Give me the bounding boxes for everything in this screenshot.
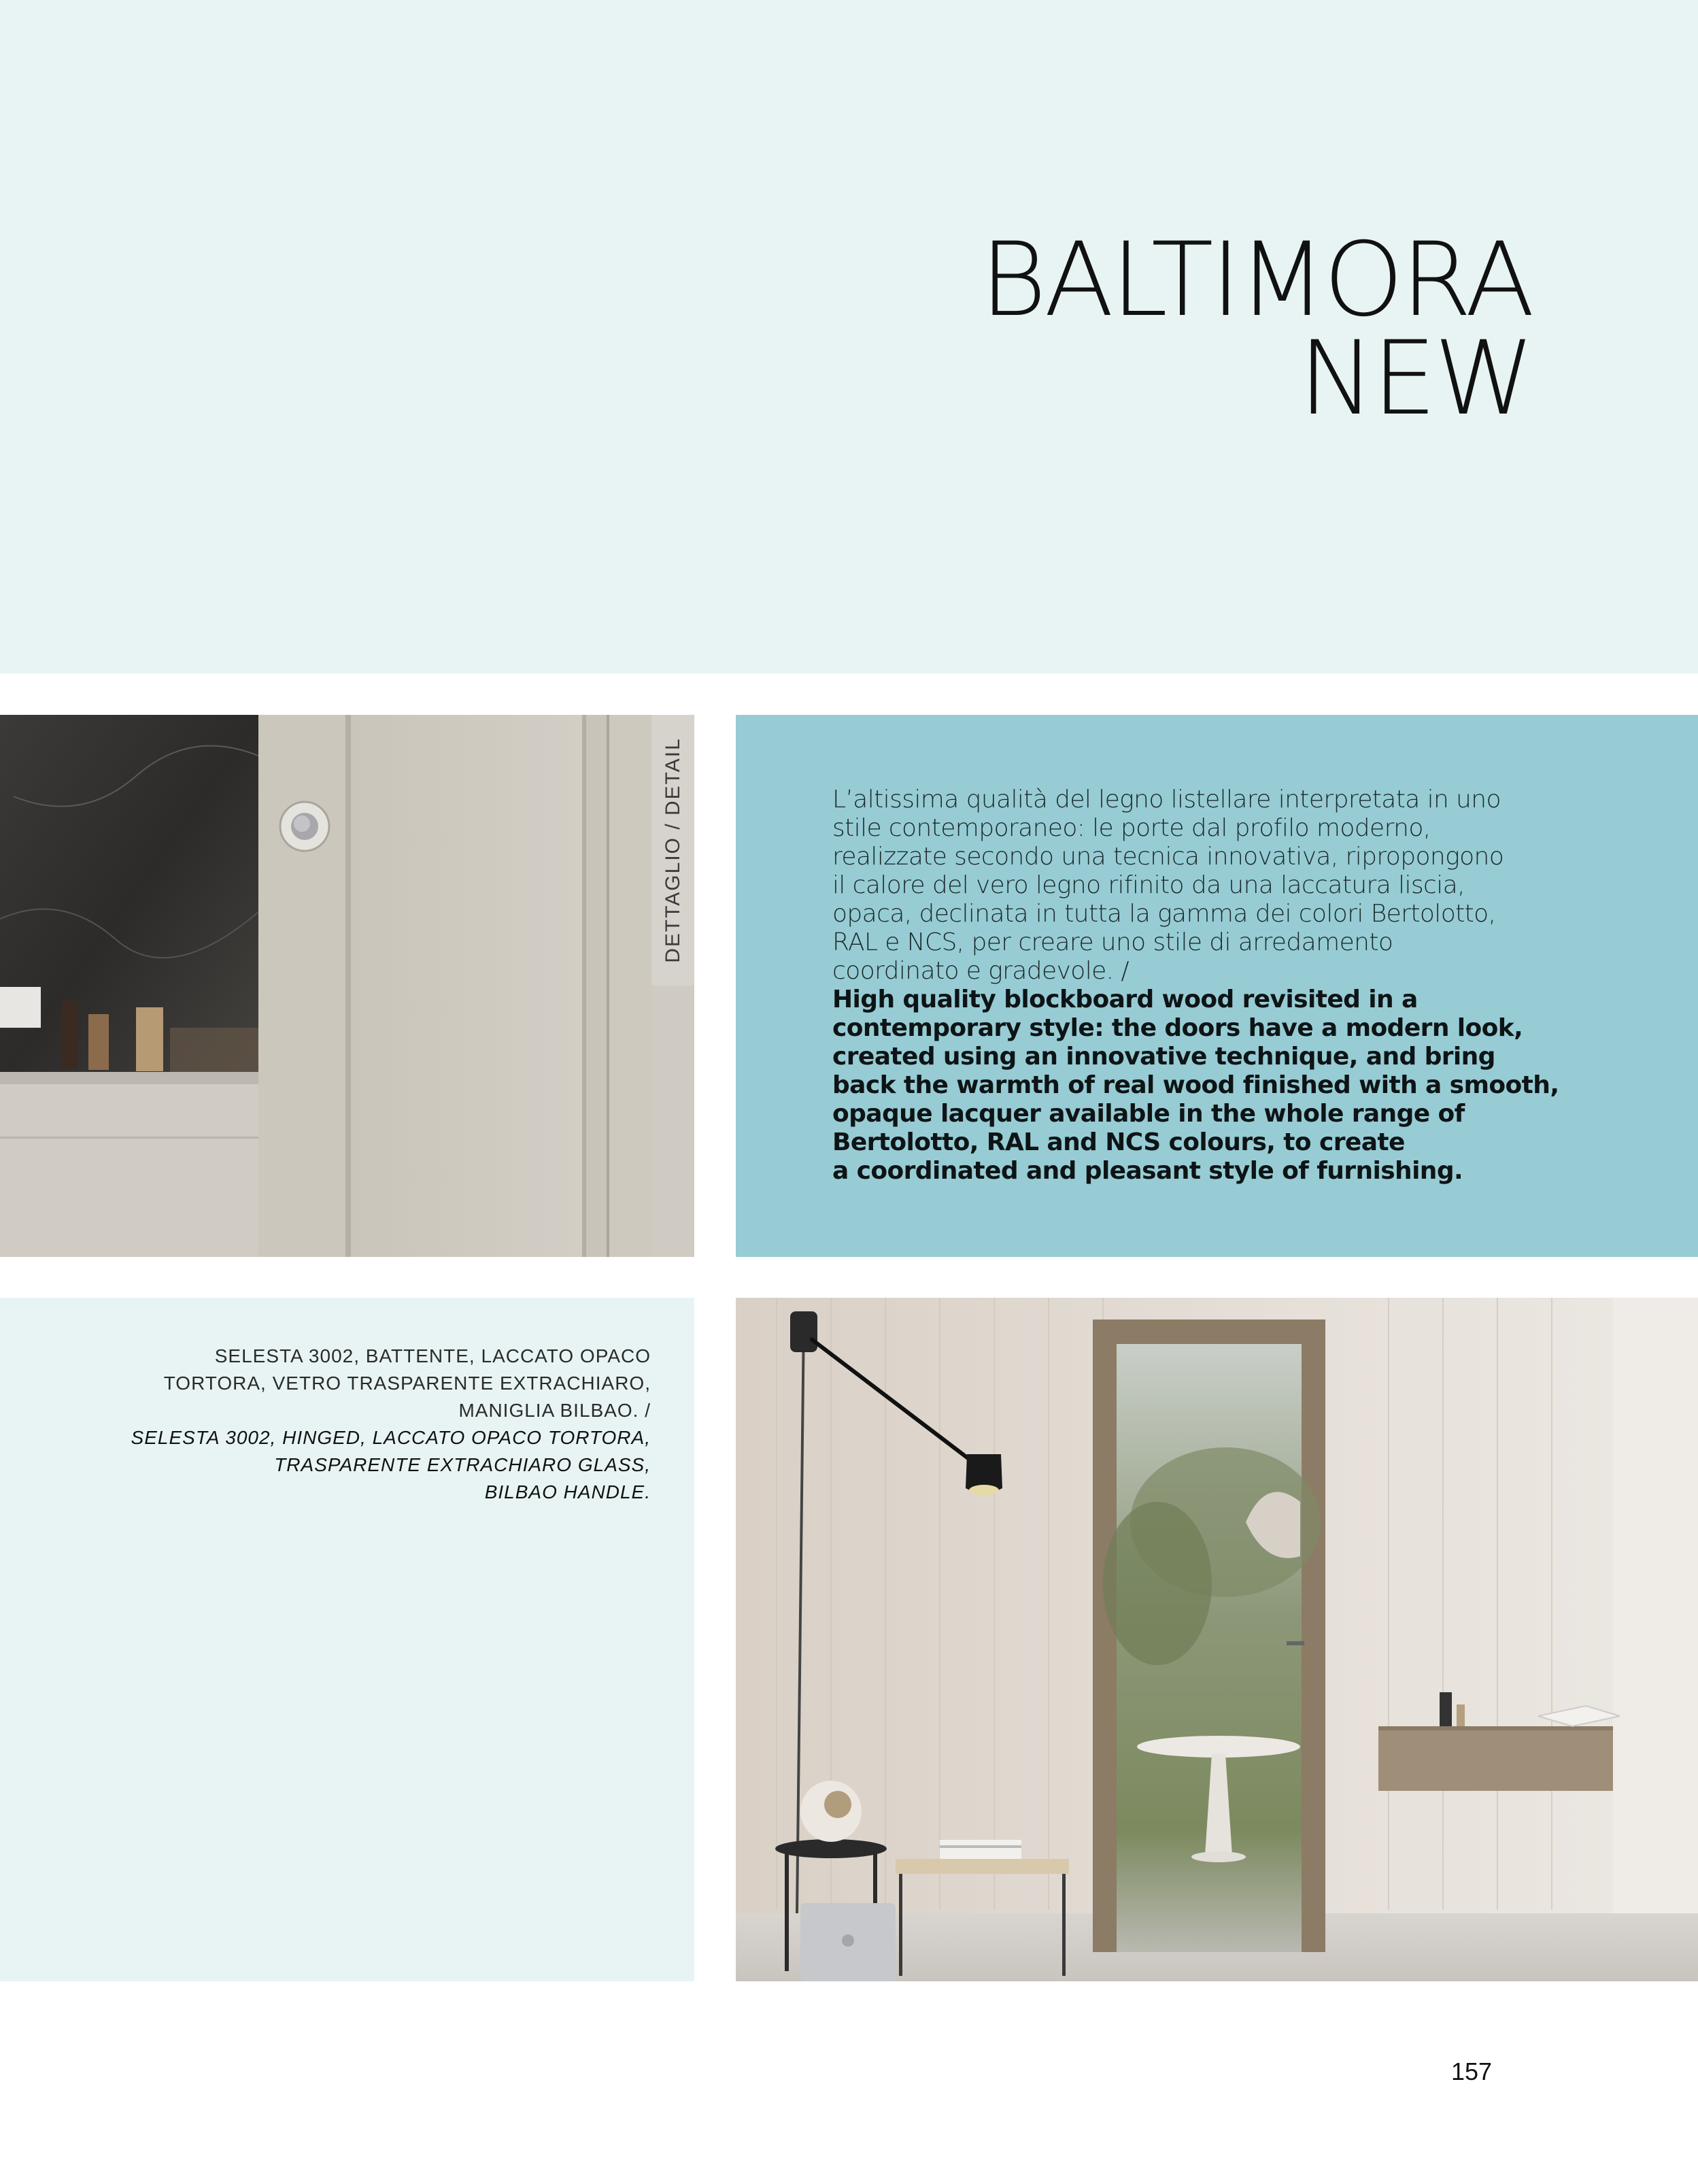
detail-label-tag <box>651 715 694 986</box>
desc-it-line: realizzate secondo una tecnica innovativa, ripropongono <box>832 843 1504 871</box>
caption-en-line: BILBAO HANDLE. <box>484 1481 651 1502</box>
description-italian <box>832 786 1594 986</box>
caption-it-line: SELESTA 3002, BATTENTE, LACCATO OPACO <box>214 1345 651 1366</box>
title-line-1: BALTIMORA <box>980 221 1532 339</box>
caption-it-line: MANIGLIA BILBAO. / <box>458 1400 651 1421</box>
desc-it-line: il calore del vero legno rifinito da una laccatura liscia, <box>832 871 1465 899</box>
room-illustration <box>736 1298 1698 1981</box>
caption-en-line: SELESTA 3002, HINGED, LACCATO OPACO TORTORA, <box>131 1427 651 1448</box>
desc-it-line: L’altissima qualità del legno listellare interpretata in uno <box>832 786 1501 813</box>
caption-box <box>0 1298 694 1981</box>
page-number: 157 <box>1451 2057 1493 2085</box>
room-photo <box>736 1298 1698 1981</box>
door-detail-illustration <box>0 715 694 1257</box>
description-text <box>832 786 1594 1186</box>
desc-en-line: opaque lacquer available in the whole range of <box>832 1100 1465 1128</box>
caption-text <box>39 1343 651 1506</box>
desc-it-line: opaca, declinata in tutta la gamma dei colori Bertolotto, <box>832 900 1496 928</box>
caption-en-line: TRASPARENTE EXTRACHIARO GLASS, <box>274 1454 651 1475</box>
caption-italian <box>39 1343 651 1424</box>
desc-it-line: RAL e NCS, per creare uno stile di arredamento <box>832 928 1393 956</box>
desc-en-line: a coordinated and pleasant style of furnishing. <box>832 1157 1463 1185</box>
desc-en-line: High quality blockboard wood revisited in a <box>832 986 1418 1013</box>
desc-en-line: contemporary style: the doors have a modern look, <box>832 1014 1523 1042</box>
page-title <box>980 221 1532 438</box>
door-detail-photo <box>0 715 694 1257</box>
detail-label-text: DETTAGLIO / DETAIL <box>661 737 684 963</box>
desc-en-line: created using an innovative technique, and bring <box>832 1043 1495 1071</box>
desc-en-line: Bertolotto, RAL and NCS colours, to create <box>832 1128 1405 1156</box>
caption-english <box>39 1424 651 1506</box>
desc-it-line: coordinato e gradevole. / <box>832 957 1129 985</box>
caption-it-line: TORTORA, VETRO TRASPARENTE EXTRACHIARO, <box>163 1373 651 1394</box>
title-line-2: NEW <box>1298 320 1532 438</box>
desc-it-line: stile contemporaneo: le porte dal profilo moderno, <box>832 814 1431 842</box>
description-box <box>736 715 1698 1257</box>
description-english <box>832 986 1594 1186</box>
desc-en-line: back the warmth of real wood finished with a smooth, <box>832 1071 1559 1099</box>
